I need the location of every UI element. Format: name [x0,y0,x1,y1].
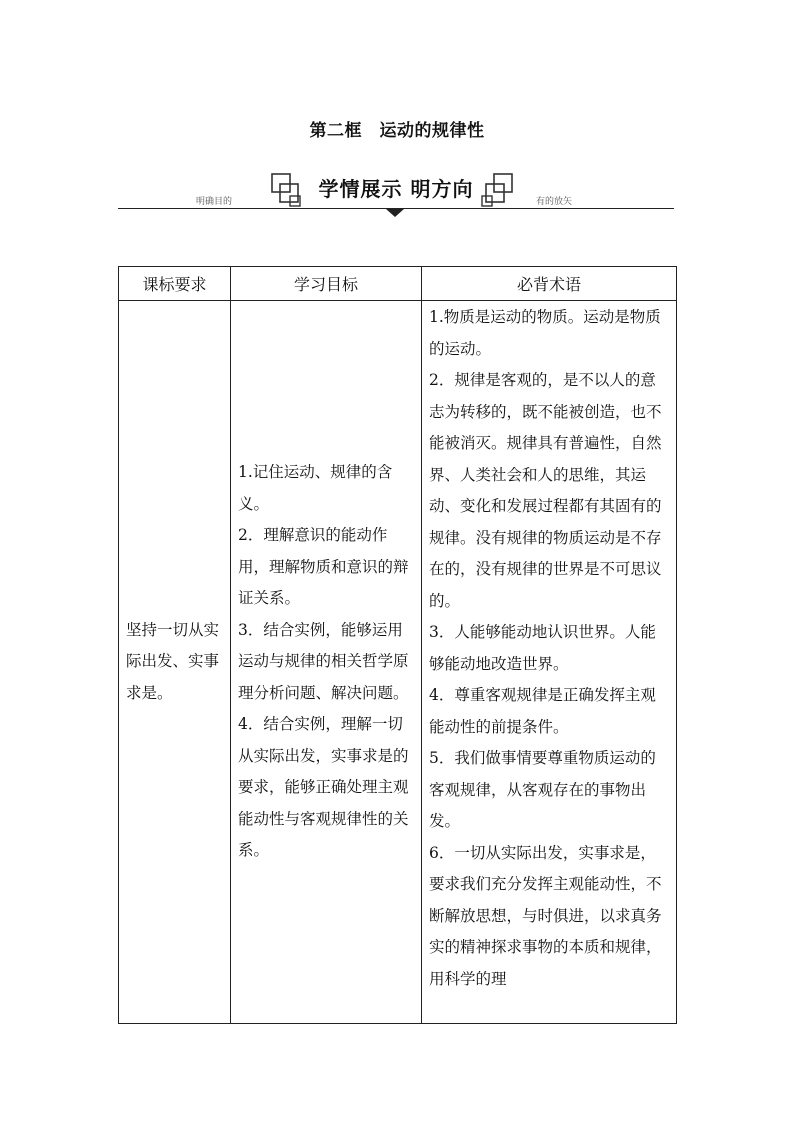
term-item-5: 5．我们做事情要尊重物质运动的客观规律，从客观存在的事物出发。 [429,749,656,830]
term-item-1: 1.物质是运动的物质。运动是物质的运动。 [429,308,661,358]
standard-text: 坚持一切从实际出发、实事求是。 [126,620,220,702]
goal-item-4: 4．结合实例，理解一切从实际出发，实事求是的要求，能够正确处理主观能动性与客观规律性的关系。 [238,715,409,860]
goals-cell [231,301,422,1024]
decorative-squares-right-icon [480,170,516,210]
section-banner [118,170,674,218]
terms-cell [422,301,677,1024]
goal-item-1: 1.记住运动、规律的含义。 [238,463,393,513]
term-item-4: 4．尊重客观规律是正确发挥主观能动性的前提条件。 [429,686,656,736]
table-header-row [119,267,677,301]
decorative-squares-left-icon [270,170,306,210]
goal-item-3: 3．结合实例，能够运用运动与规律的相关哲学原理分析问题、解决问题。 [238,620,409,702]
goal-item-2: 2．理解意识的能动作用，理解物质和意识的辩证关系。 [238,526,409,608]
term-item-6: 6．一切从实际出发，实事求是，要求我们充分发挥主观能动性，不断解放思想，与时俱进，以求真务实的精神探求事物的本质和规律，用科学的理 [429,843,662,988]
banner-heading: 学情展示 明方向 [318,177,474,201]
table-row [119,301,677,1024]
header-goals: 学习目标 [231,267,422,301]
standard-cell [119,301,231,1024]
term-item-3: 3．人能够能动地认识世界。人能够能动地改造世界。 [429,623,656,673]
banner-note-left: 明确目的 [196,197,233,207]
page-title: 第二框 运动的规律性 [309,121,485,141]
header-terms: 必背术语 [422,267,677,301]
banner-arrow-icon [386,209,404,217]
banner-note-right: 有的放矢 [536,197,573,207]
objectives-table [118,266,677,1024]
term-item-2: 2．规律是客观的，是不以人的意志为转移的，既不能被创造，也不能被消灭。规律具有普遍性，自然界、人类社会和人的思维，其运动、变化和发展过程都有其固有的规律。没有规律的物质运动是不存在的，没有规律的世界是不可思议的。 [429,371,662,610]
header-standard: 课标要求 [119,267,231,301]
